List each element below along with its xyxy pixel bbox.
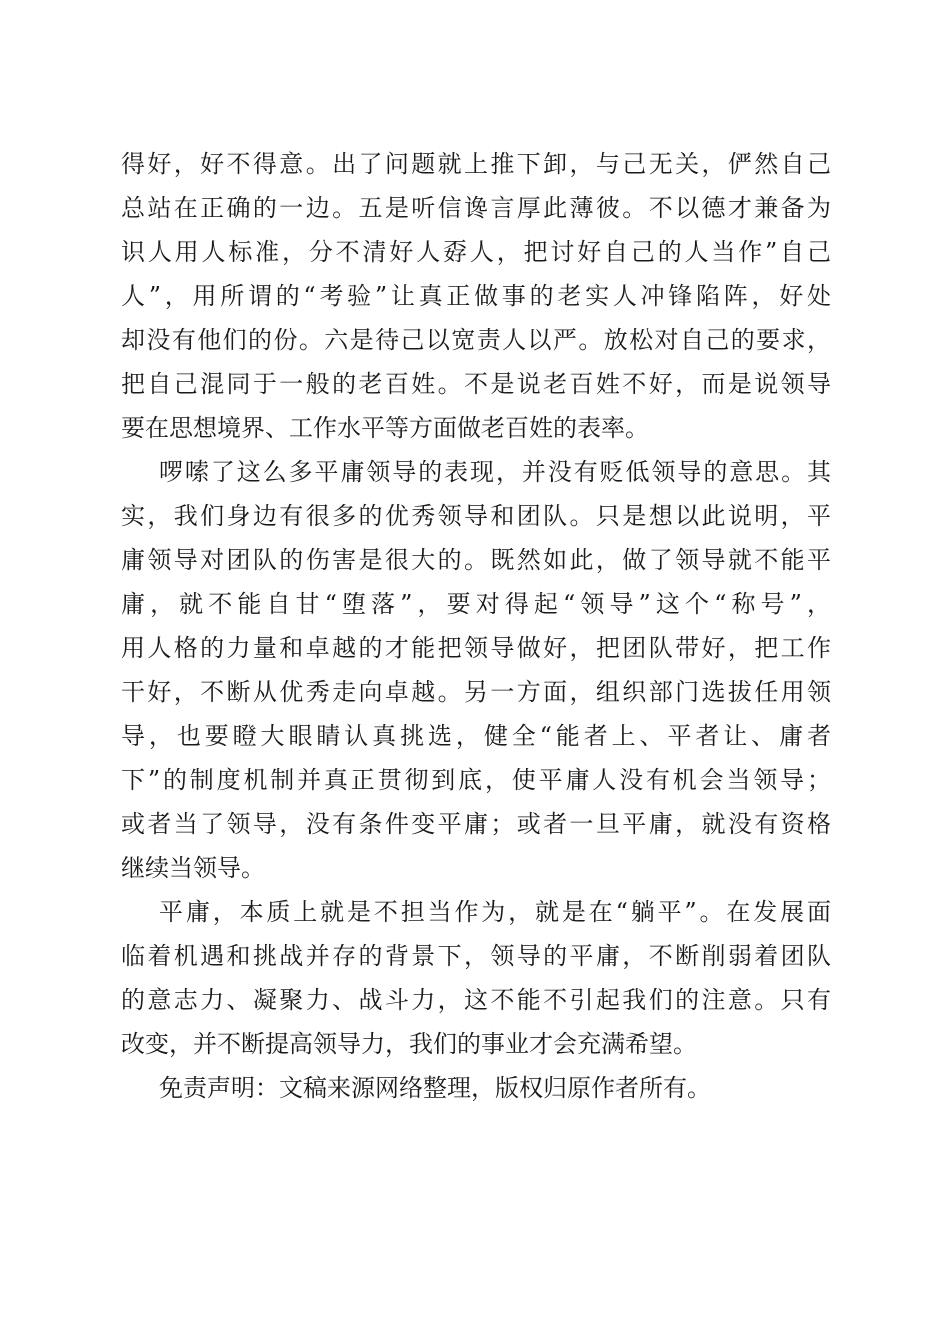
paragraph-1-line-7: 要在思想境界、工作水平等方面做老百姓的表率。 xyxy=(121,414,649,442)
paragraph-2-line-8: 下”的制度机制并真正贯彻到底，使平庸人没有机会当领导； xyxy=(121,766,831,794)
paragraph-2-line-5: 用人格的力量和卓越的才能把领导做好，把团队带好，把工作 xyxy=(121,634,831,662)
paragraph-2-line-3: 庸领导对团队的伤害是很大的。既然如此，做了领导就不能平 xyxy=(121,546,831,574)
paragraph-1-line-6: 把自己混同于一般的老百姓。不是说老百姓不好，而是说领导 xyxy=(121,370,831,398)
paragraph-2-line-2: 实，我们身边有很多的优秀领导和团队。只是想以此说明，平 xyxy=(121,502,831,530)
paragraph-2-line-9: 或者当了领导，没有条件变平庸；或者一旦平庸，就没有资格 xyxy=(121,810,831,838)
paragraph-2-line-1: 啰嗦了这么多平庸领导的表现，并没有贬低领导的意思。其 xyxy=(159,458,831,486)
paragraph-1-line-3: 识人用人标准，分不清好人孬人，把讨好自己的人当作”自己 xyxy=(121,238,831,266)
paragraph-3-line-2: 临着机遇和挑战并存的背景下，领导的平庸，不断削弱着团队 xyxy=(121,942,831,970)
paragraph-2-line-4: 庸，就不能自甘“堕落”，要对得起“领导”这个“称号”， xyxy=(121,590,831,618)
paragraph-1-line-1: 得好，好不得意。出了问题就上推下卸，与己无关，俨然自己 xyxy=(121,150,831,178)
paragraph-2-line-10: 继续当领导。 xyxy=(121,854,265,882)
paragraph-1-line-4: 人”，用所谓的“考验”让真正做事的老实人冲锋陷阵，好处 xyxy=(121,282,831,310)
paragraph-3-line-1: 平庸，本质上就是不担当作为，就是在“躺平”。在发展面 xyxy=(159,898,831,926)
paragraph-3-line-4: 改变，并不断提高领导力，我们的事业才会充满希望。 xyxy=(121,1030,697,1058)
paragraph-2-line-6: 干好，不断从优秀走向卓越。另一方面，组织部门选拔任用领 xyxy=(121,678,831,706)
paragraph-1-line-2: 总站在正确的一边。五是听信谗言厚此薄彼。不以德才兼备为 xyxy=(121,194,831,222)
document-body xyxy=(121,142,831,1110)
paragraph-3-line-3: 的意志力、凝聚力、战斗力，这不能不引起我们的注意。只有 xyxy=(121,986,831,1014)
paragraph-2-line-7: 导，也要瞪大眼睛认真挑选，健全“能者上、平者让、庸者 xyxy=(121,722,831,750)
paragraph-1-line-5: 却没有他们的份。六是待己以宽责人以严。放松对自己的要求， xyxy=(121,326,831,354)
disclaimer: 免责声明：文稿来源网络整理，版权归原作者所有。 xyxy=(159,1074,711,1102)
